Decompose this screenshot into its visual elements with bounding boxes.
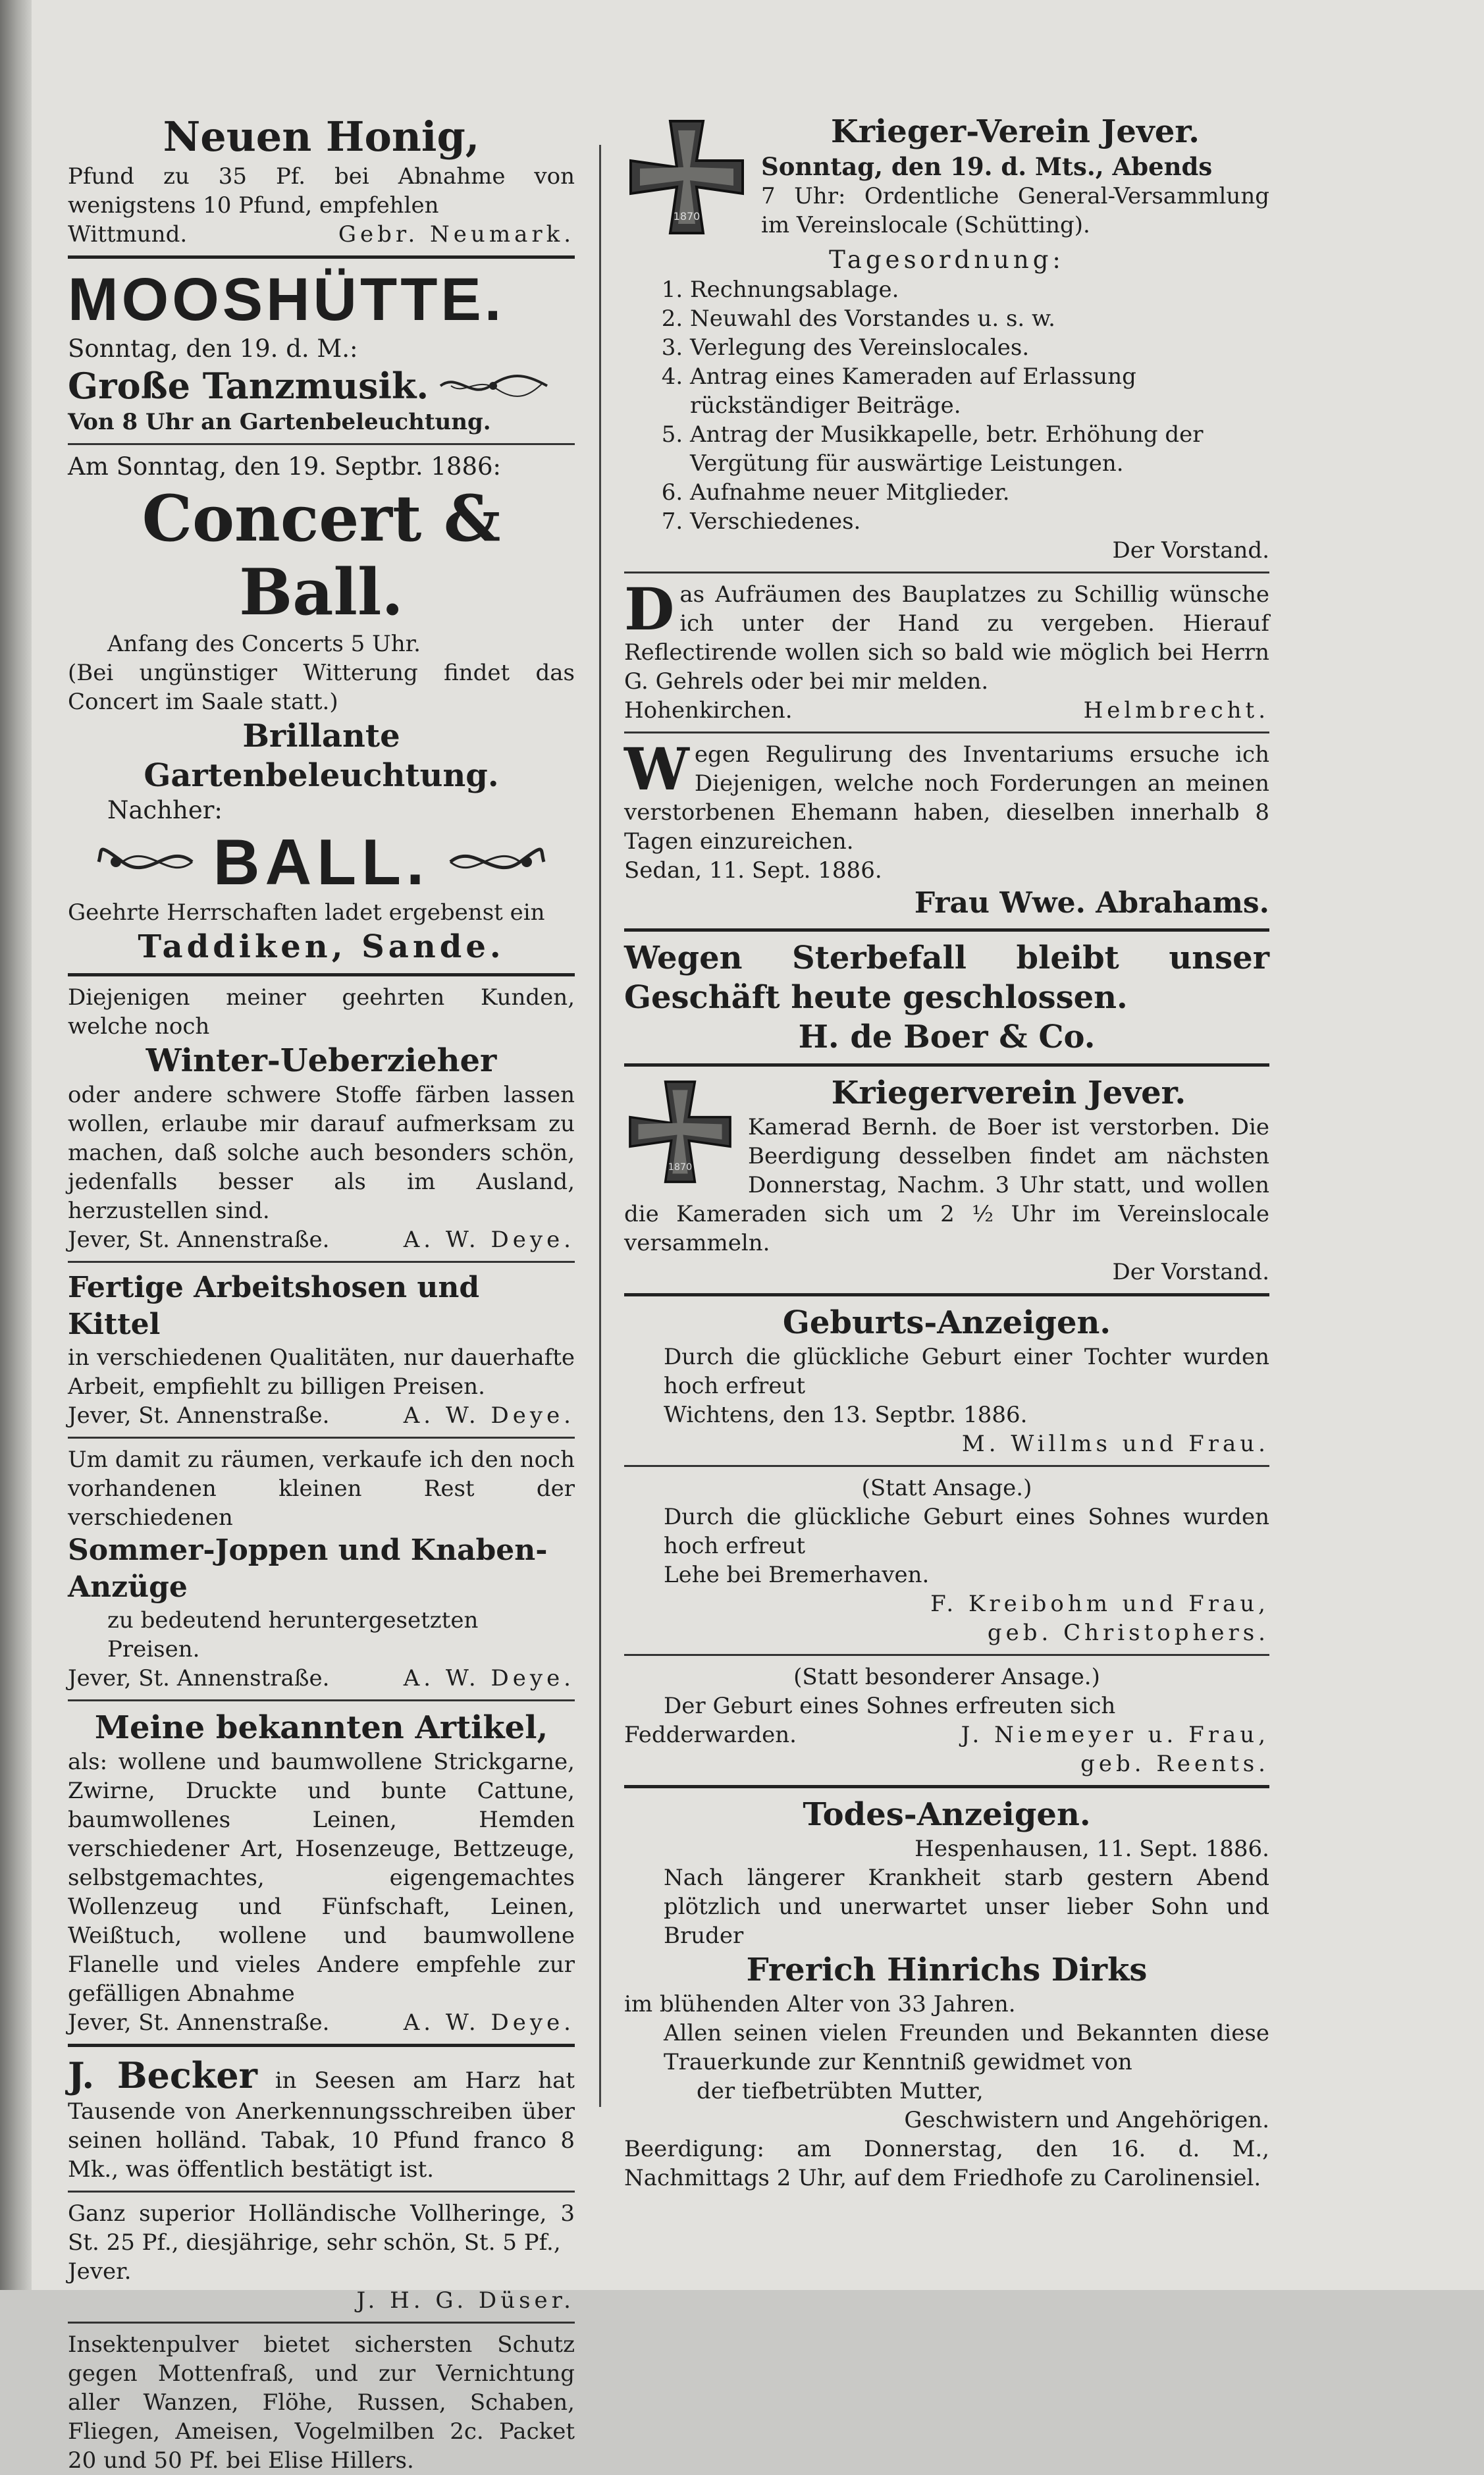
ornament-right-icon xyxy=(438,369,550,402)
ad-concert-date: Am Sonntag, den 19. Septbr. 1886: xyxy=(68,452,502,481)
ad-geburt-a1: Durch die glückliche Geburt einer Tochter wurden hoch erfreut xyxy=(664,1344,1269,1399)
list-item: 4. Antrag eines Kameraden auf Erlassung rückständiger Beiträge. xyxy=(690,362,1269,420)
newspaper-page xyxy=(32,0,1484,2474)
ad-heringe-text: Ganz superior Holländische Vollheringe, 3 St. 25 Pf., diesjährige, sehr schön, St. 5 Pf., xyxy=(68,2200,575,2256)
divider xyxy=(68,2191,575,2193)
ad-krieger-verein-date: Sonntag, den 19. d. Mts., Abends xyxy=(761,152,1213,181)
ad-concert-signature: Taddiken, Sande. xyxy=(138,928,505,965)
ad-heringe xyxy=(68,2199,575,2315)
divider xyxy=(68,443,575,445)
divider xyxy=(624,1654,1269,1656)
ad-krieger-verein-agenda xyxy=(624,275,1269,536)
ad-bauplatz xyxy=(624,575,1269,725)
ad-heringe-place: Jever. xyxy=(68,2258,132,2285)
left-column xyxy=(68,112,575,2474)
list-item: 6. Aufnahme neuer Mitglieder. xyxy=(690,478,1269,507)
list-item: 2. Neuwahl des Vorstandes u. s. w. xyxy=(690,304,1269,333)
ad-inventar xyxy=(624,735,1269,922)
ad-sterbefall xyxy=(624,938,1269,1057)
divider xyxy=(624,572,1269,573)
ad-geburt-a2: Durch die glückliche Geburt eines Sohnes wurden hoch erfreut xyxy=(664,1504,1269,1559)
ad-artikel xyxy=(68,1708,575,2037)
ad-joppen-title: Sommer-Joppen und Knaben-Anzüge xyxy=(68,1533,548,1604)
ad-tod-text3: Allen seinen vielen Freunden und Bekannten diese Trauerkunde zur Kenntniß gewidmet von xyxy=(664,2020,1269,2075)
ad-bauplatz-initial: D xyxy=(624,575,675,643)
ad-geburt-a3-head: (Statt besonderer Ansage.) xyxy=(793,1664,1100,1690)
ad-inventar-initial: W xyxy=(624,735,689,803)
ad-krieger-verein-title: Krieger-Verein Jever. xyxy=(831,113,1200,150)
divider xyxy=(624,1465,1269,1467)
ad-concert-start: Anfang des Concerts 5 Uhr. xyxy=(107,631,421,657)
ad-concert-invite: Geehrte Herrschaften ladet ergebenst ein xyxy=(68,899,545,926)
ad-kriegerverein xyxy=(624,1073,1269,1287)
ad-geburt-a3-sig2: geb. Reents. xyxy=(1080,1751,1269,1777)
divider xyxy=(68,255,575,259)
ad-concert-weather: (Bei ungünstiger Witterung findet das Concert im Saale statt.) xyxy=(68,660,575,715)
ad-tod-text2: im blühenden Alter von 33 Jahren. xyxy=(624,1991,1016,2017)
ad-arbeit xyxy=(68,1269,575,1430)
ad-kriegerverein-text: Kamerad Bernh. de Boer ist verstorben. Die Beerdigung desselben findet am nächsten Donnerstag, Nachm. 3 Uhr statt, und wollen die Kameraden sich um 2 ½ Uhr im Vereinslocale versammeln. xyxy=(624,1114,1269,1256)
ad-geburt-a3-sig1: J. Niemeyer u. Frau, xyxy=(961,1722,1269,1748)
ad-tod-name: Frerich Hinrichs Dirks xyxy=(746,1952,1148,1988)
ad-krieger-verein-agenda-title: Tagesordnung: xyxy=(829,246,1065,274)
ad-geburt-a3: Der Geburt eines Sohnes erfreuten sich xyxy=(664,1693,1116,1719)
ad-geburt-title: Geburts-Anzeigen. xyxy=(782,1304,1111,1341)
ad-heringe-signature: J. H. G. Düser. xyxy=(356,2287,575,2314)
ad-honig-place: Wittmund. xyxy=(68,221,188,248)
ad-becker-text: in Seesen am Harz hat Tausende von Anerkennungsschreiben über seinen holländ. Tabak, 10 Pfund franco 8 Mk., was öffentlich bestätigt ist. xyxy=(68,2067,575,2183)
ornament-left-icon xyxy=(96,836,195,888)
ad-tod-sig1: der tiefbetrübten Mutter, xyxy=(697,2078,984,2104)
ad-mooshuette-date: Sonntag, den 19. d. M.: xyxy=(68,334,358,363)
ad-honig-title: Neuen Honig, xyxy=(163,113,480,161)
divider xyxy=(624,1063,1269,1067)
ad-bauplatz-signature: Helmbrecht. xyxy=(1083,697,1269,724)
divider xyxy=(68,1437,575,1439)
ad-motten xyxy=(68,2330,575,2475)
page-binding-edge xyxy=(0,0,32,2290)
ad-mooshuette xyxy=(68,265,575,437)
ad-honig xyxy=(68,112,575,249)
ad-honig-text: Pfund zu 35 Pf. bei Abnahme von wenigstens 10 Pfund, empfehlen xyxy=(68,163,575,219)
ad-concert-title: Concert & Ball. xyxy=(142,481,501,629)
ad-bauplatz-text: as Aufräumen des Bauplatzes zu Schillig wünsche ich unter der Hand zu vergeben. Hierauf Reflectirende wollen sich so bald wie möglich bei Herrn G. Gehrels oder bei mir melden. xyxy=(624,581,1269,695)
ad-mooshuette-time: Von 8 Uhr an Gartenbeleuchtung. xyxy=(68,409,491,435)
ad-geburt-a2-place: Lehe bei Bremerhaven. xyxy=(664,1562,930,1588)
divider xyxy=(624,1785,1269,1788)
ad-concert-lights: Brillante Gartenbeleuchtung. xyxy=(144,718,499,794)
ad-mooshuette-title: MOOSHÜTTE. xyxy=(68,266,505,333)
svg-text:1870: 1870 xyxy=(668,1162,693,1173)
list-item: 1. Rechnungsablage. xyxy=(690,275,1269,304)
ad-winter-text: oder andere schwere Stoffe färben lassen wollen, erlaube mir darauf aufmerksam zu machen, daß solche auch besonders schön, jedenfalls besser als im Ausland, herzustellen sind. xyxy=(68,1082,575,1224)
ad-motten-text: Insektenpulver bietet sichersten Schutz gegen Mottenfraß, und zur Vernichtung aller Wanzen, Flöhe, Russen, Schaben, Fliegen, Ameisen, Vogelmilben 2c. Packet 20 und 50 Pf. bei Elise Hillers. xyxy=(68,2331,575,2474)
divider xyxy=(68,2322,575,2324)
ad-krieger-verein-signature: Der Vorstand. xyxy=(1112,537,1269,564)
ad-winter-intro: Diejenigen meiner geehrten Kunden, welche noch xyxy=(68,984,575,1040)
ad-tod-title: Todes-Anzeigen. xyxy=(803,1796,1091,1833)
ad-tod-funeral: Beerdigung: am Donnerstag, den 16. d. M., Nachmittags 2 Uhr, auf dem Friedhofe zu Carolinensiel. xyxy=(624,2136,1269,2191)
ad-geburt-a2-sig1: F. Kreibohm und Frau, xyxy=(930,1591,1269,1617)
ad-joppen-signature: A. W. Deye. xyxy=(403,1665,575,1691)
ad-geburt-a1-signature: M. Willms und Frau. xyxy=(961,1431,1269,1457)
ad-bauplatz-place: Hohenkirchen. xyxy=(624,697,793,724)
divider xyxy=(68,2044,575,2047)
ad-concert xyxy=(68,452,575,967)
ad-geburt-a2-head: (Statt Ansage.) xyxy=(861,1475,1032,1501)
ad-tod-sig2: Geschwistern und Angehörigen. xyxy=(904,2107,1269,2133)
ad-geburt-a1-place: Wichtens, den 13. Septbr. 1886. xyxy=(664,1402,1028,1428)
ad-concert-ball: BALL. xyxy=(213,826,430,898)
divider xyxy=(624,732,1269,733)
list-item: 7. Verschiedenes. xyxy=(690,507,1269,536)
ad-kriegerverein-signature: Der Vorstand. xyxy=(1112,1259,1269,1285)
ad-artikel-text: als: wollene und baumwollene Strickgarne, Zwirne, Druckte und bunte Cattune, baumwollenes Leinen, Hemden verschiedener Art, Hosenzeuge, Bettzeuge, selbstgemachtes, eigengemachtes Wollenzeug und Fünfschaft, Leinen, Weißtuch, wollene und baumwollene Flanelle und vieles Andere empfehle zur gefälligen Abnahme xyxy=(68,1749,575,2007)
divider xyxy=(68,1699,575,1701)
ad-inventar-signature: Frau Wwe. Abrahams. xyxy=(914,886,1269,920)
divider xyxy=(624,928,1269,932)
ad-winter-title: Winter-Ueberzieher xyxy=(146,1042,497,1079)
ad-sterbefall-text: Wegen Sterbefall bleibt unser Geschäft heute geschlossen. xyxy=(624,940,1269,1016)
ad-joppen-text: zu bedeutend heruntergesetzten Preisen. xyxy=(107,1607,479,1663)
divider xyxy=(68,973,575,976)
ad-geburt-a2-sig2: geb. Christophers. xyxy=(987,1620,1269,1646)
ad-concert-after: Nachher: xyxy=(107,796,223,824)
ad-sterbefall-signature: H. de Boer & Co. xyxy=(798,1019,1096,1055)
ad-inventar-place: Sedan, 11. Sept. 1886. xyxy=(624,857,882,884)
ad-joppen xyxy=(68,1445,575,1693)
ad-becker-name: J. Becker xyxy=(68,2054,258,2096)
ad-artikel-place: Jever, St. Annenstraße. xyxy=(68,2009,330,2036)
list-item: 3. Verlegung des Vereinslocales. xyxy=(690,333,1269,362)
ad-becker xyxy=(68,2054,575,2184)
list-item: 5. Antrag der Musikkapelle, betr. Erhöhung der Vergütung für auswärtige Leistungen. xyxy=(690,420,1269,478)
ad-inventar-text: egen Regulirung des Inventariums ersuche ich Diejenigen, welche noch Forderungen an meinen verstorbenen Ehemann haben, dieselben innerhalb 8 Tagen einzureichen. xyxy=(624,741,1269,855)
ornament-right-icon xyxy=(448,836,546,888)
divider xyxy=(624,1293,1269,1296)
right-column xyxy=(624,112,1269,2250)
ad-mooshuette-event: Große Tanzmusik. xyxy=(68,365,429,407)
ad-winter-place: Jever, St. Annenstraße. xyxy=(68,1227,330,1253)
ad-kriegerverein-title: Kriegerverein Jever. xyxy=(831,1075,1186,1111)
ad-artikel-signature: A. W. Deye. xyxy=(403,2009,575,2036)
ad-joppen-intro: Um damit zu räumen, verkaufe ich den noch vorhandenen kleinen Rest der verschiedenen xyxy=(68,1447,575,1531)
ad-arbeit-title: Fertige Arbeitshosen und Kittel xyxy=(68,1271,480,1341)
ad-joppen-place: Jever, St. Annenstraße. xyxy=(68,1665,330,1691)
ad-krieger-verein-text: 7 Uhr: Ordentliche General-Versammlung im Vereinslocale (Schütting). xyxy=(761,183,1269,238)
svg-text:1870: 1870 xyxy=(673,210,701,223)
ad-arbeit-signature: A. W. Deye. xyxy=(403,1402,575,1429)
ad-winter-signature: A. W. Deye. xyxy=(403,1227,575,1253)
ad-arbeit-text: in verschiedenen Qualitäten, nur dauerhafte Arbeit, empfiehlt zu billigen Preisen. xyxy=(68,1344,575,1400)
ad-tod-place: Hespenhausen, 11. Sept. 1886. xyxy=(914,1836,1269,1862)
ad-geburt xyxy=(624,1303,1269,1778)
ad-tod-text1: Nach längerer Krankheit starb gestern Abend plötzlich und unerwartet unser lieber Sohn und Bruder xyxy=(664,1865,1269,1949)
ad-tod xyxy=(624,1795,1269,2193)
divider xyxy=(68,1261,575,1263)
ad-honig-signature: Gebr. Neumark. xyxy=(338,221,575,248)
ad-arbeit-place: Jever, St. Annenstraße. xyxy=(68,1402,330,1429)
ad-artikel-title: Meine bekannten Artikel, xyxy=(94,1709,548,1746)
ad-geburt-a3-place: Fedderwarden. xyxy=(624,1722,797,1748)
ad-winter xyxy=(68,983,575,1254)
iron-cross-icon xyxy=(624,115,749,240)
iron-cross-icon xyxy=(624,1076,736,1188)
ad-krieger-verein xyxy=(624,112,1269,565)
column-separator xyxy=(599,145,601,2107)
